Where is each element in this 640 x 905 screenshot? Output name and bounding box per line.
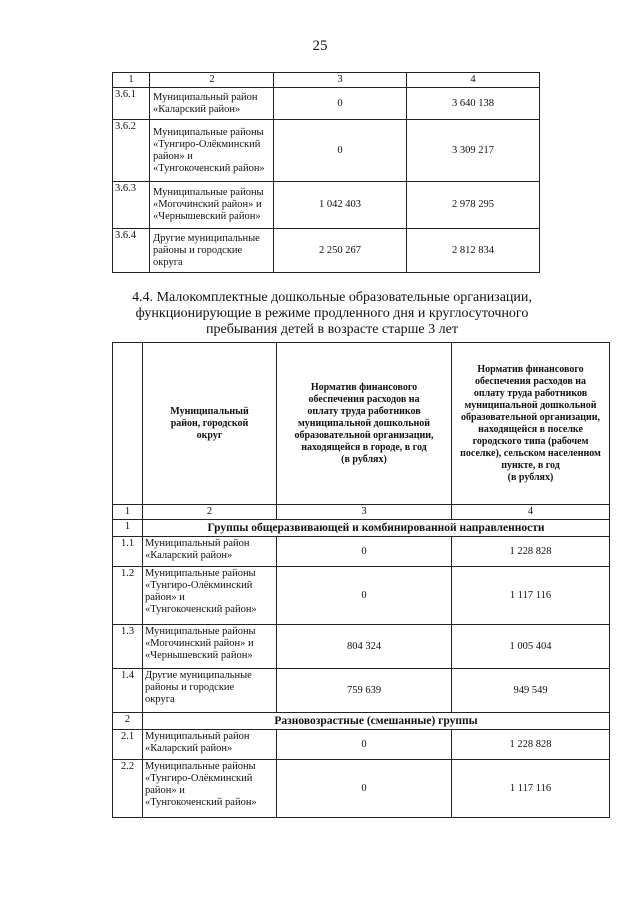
table-header-row (113, 343, 610, 505)
table-row (113, 182, 540, 229)
page-number: 25 (312, 38, 328, 54)
column-number-row (113, 73, 540, 88)
city-norm-cell: 0 (277, 760, 452, 818)
table-row (113, 120, 540, 182)
group-header-row (113, 520, 610, 537)
group-number-cell: 1 (113, 520, 143, 537)
row-number-cell: 3.6.1 (113, 88, 150, 120)
standards-table (112, 342, 610, 818)
col-number-cell: 2 (143, 505, 277, 520)
table-row (113, 88, 540, 120)
rural-norm-cell: 1 117 116 (452, 567, 610, 625)
row-number-cell: 2.2 (113, 760, 143, 818)
district-name-cell: Муниципальный район «Каларский район» (143, 537, 277, 567)
header-cell-number (113, 343, 143, 505)
col-number-cell: 3 (277, 505, 452, 520)
group-header-row (113, 713, 610, 730)
city-norm-cell: 0 (277, 537, 452, 567)
table-row (113, 730, 610, 760)
district-name-cell: Муниципальные районы «Тунгиро-Олёкминский район» и «Тунгокоченский район» (143, 760, 277, 818)
table-row (113, 229, 540, 273)
row-number-cell: 1.2 (113, 567, 143, 625)
group-title-cell: Группы общеразвивающей и комбинированной направленности (143, 520, 610, 537)
column-number-row (113, 505, 610, 520)
district-name-cell: Другие муниципальные районы и городские округа (143, 669, 277, 713)
rural-norm-cell: 949 549 (452, 669, 610, 713)
col-number-cell: 4 (407, 73, 540, 88)
row-number-cell: 3.6.4 (113, 229, 150, 273)
rural-norm-cell: 3 309 217 (407, 120, 540, 182)
district-name-cell: Муниципальный район «Каларский район» (143, 730, 277, 760)
table-row (113, 669, 610, 713)
row-number-cell: 1.3 (113, 625, 143, 669)
district-name-cell: Муниципальные районы «Тунгиро-Олёкминский район» и «Тунгокоченский район» (150, 120, 274, 182)
city-norm-cell: 759 639 (277, 669, 452, 713)
rural-norm-cell: 1 228 828 (452, 537, 610, 567)
col-number-cell: 4 (452, 505, 610, 520)
city-norm-cell: 2 250 267 (274, 229, 407, 273)
header-cell-district: Муниципальный район, городской округ (143, 343, 277, 505)
rural-norm-cell: 3 640 138 (407, 88, 540, 120)
table-row (113, 567, 610, 625)
district-name-cell: Муниципальный район «Каларский район» (150, 88, 274, 120)
city-norm-cell: 0 (274, 88, 407, 120)
city-norm-cell: 1 042 403 (274, 182, 407, 229)
row-number-cell: 3.6.3 (113, 182, 150, 229)
district-name-cell: Муниципальные районы «Тунгиро-Олёкминский район» и «Тунгокоченский район» (143, 567, 277, 625)
section-title: 4.4. Малокомплектные дошкольные образовательные организации, функционирующие в режиме продленного дня и круглосуточного пребывания детей в возрасте старше 3 лет (132, 290, 532, 337)
row-number-cell: 2.1 (113, 730, 143, 760)
col-number-cell: 3 (274, 73, 407, 88)
group-title-cell: Разновозрастные (смешанные) группы (143, 713, 610, 730)
row-number-cell: 3.6.2 (113, 120, 150, 182)
rural-norm-cell: 1 005 404 (452, 625, 610, 669)
rural-norm-cell: 2 978 295 (407, 182, 540, 229)
row-number-cell: 1.4 (113, 669, 143, 713)
rural-norm-cell: 2 812 834 (407, 229, 540, 273)
group-number-cell: 2 (113, 713, 143, 730)
header-cell-city-norm: Норматив финансового обеспечения расходов на оплату труда работников муниципальной дошкольной образовательной организации, находящейся в городе, в год (в рублях) (277, 343, 452, 505)
header-cell-rural-norm: Норматив финансового обеспечения расходов на оплату труда работников муниципальной дошкольной образовательной организации, находящейся в поселке городского типа (рабочем поселке), сельском населенном пункте, в год (в рублях) (452, 343, 610, 505)
city-norm-cell: 804 324 (277, 625, 452, 669)
col-number-cell: 2 (150, 73, 274, 88)
rural-norm-cell: 1 117 116 (452, 760, 610, 818)
rural-norm-cell: 1 228 828 (452, 730, 610, 760)
col-number-cell: 1 (113, 505, 143, 520)
table-row (113, 625, 610, 669)
district-name-cell: Другие муниципальные районы и городские округа (150, 229, 274, 273)
district-name-cell: Муниципальные районы «Могочинский район» и «Чернышевский район» (143, 625, 277, 669)
city-norm-cell: 0 (277, 730, 452, 760)
table-row (113, 760, 610, 818)
col-number-cell: 1 (113, 73, 150, 88)
district-name-cell: Муниципальные районы «Могочинский район» и «Чернышевский район» (150, 182, 274, 229)
table-row (113, 537, 610, 567)
city-norm-cell: 0 (277, 567, 452, 625)
row-number-cell: 1.1 (113, 537, 143, 567)
city-norm-cell: 0 (274, 120, 407, 182)
continuation-table (112, 72, 540, 273)
